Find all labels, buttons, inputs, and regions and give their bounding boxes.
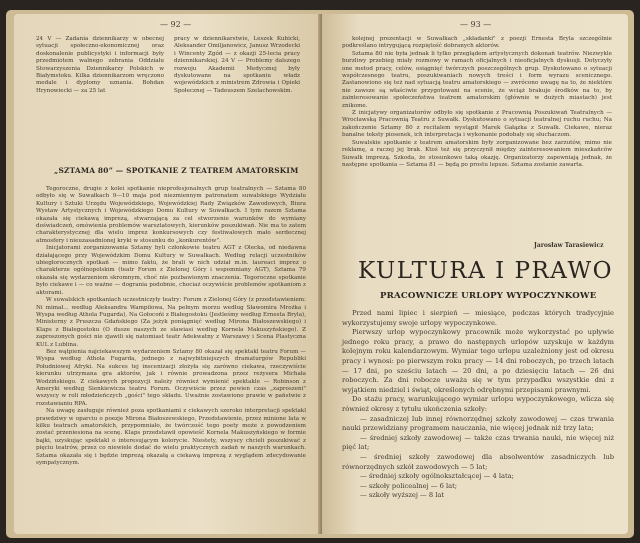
subheadline: PRACOWNICZE URLOPY WYPOCZYNKOWE (380, 291, 597, 301)
article-author: Jarosław Tarasiewicz (534, 242, 604, 249)
list-item: — szkoły policealnej — 6 lat; (360, 481, 458, 490)
list-item: — szkoły wyższej — 8 lat (360, 491, 445, 500)
article-body-left (36, 186, 306, 467)
paragraph: Przed nami lipiec i sierpień — miesiące, podczas których tradycyjnie wykorzystujemy swoje urlopy wypoczynkowe. (342, 309, 614, 327)
chronicle-column-2: pracy w dziennikarstwie, Leszek Kubicki, Aleksander Omiljanowicz, Janusz Wrzodecki i Wincenty Zgód — z okazji 25-lecia pracy dziennikarskiej. 24 V — Problemy dalszego rozwoju Akademii Medycznej były dyskutowane na spotkaniu władz wojewódzkich z ministrem Zdrowia i Opieki Społecznej — Tadeuszem Szelachowskim. (174, 36, 300, 94)
paragraph: Suwalskie spotkanie z teatrem amatorskim były zorganizowane bez zarzutów, mimo nie reklamę, a raczej jej brak. Ktoś też się przyczynił między zainteresowaniem mieszkańców Suwałk imprezą. Szkoda, że stosunkowo taką okazję. Organizatorzy zapewniają jednak, że następne spotkania — Sztama 81 — będą po prostu lepsze. Sztama zostanie zawarta. (342, 139, 612, 168)
paragraph: Bez wątpienia najciekawszym wydarzeniem Sztamy 80 okazał się spektakl teatru Forum — Wyspa według Athola Fugarda, jednego z najwybitniejszych dramaturgów Republiki Południowej Afryki. Na sukces tej inscenizacji złożyła się zarówno ciekawa, rzeczywiście kierunku utrzymana gra aktorów, jak i równie prowadzona przez reżysera Michała Wodzińskiego. Z ciekawych propozycji należy również wymienić spektakle — Robinson z Ameryki według Sienkiewicza teatru Forum. Oczywiście przez pewien czas „zaproszeni" wszyscy w roli młodzieńczych „gości" tego składu. Uważnie zostawiono prawie w państwie z rozstawianiu RPA. (36, 348, 306, 407)
page-number-right: — 93 — (460, 20, 492, 29)
law-article-body (342, 309, 614, 501)
paragraph: Z inicjatywy organizatorów odbyło się spotkanie z Pracownią Poszukiwań Teatralnych — Wrocławską Pracownią Teatru z Suwałk. Dyskutowano o sytuacji teatralnej ruchu ruchu; Na zakończenie Sztamy 80 z recitalem wystąpił Marek Gałązka z Suwałk. Ciekawe, nieraz banalne teksty piosenek, ich interpretacja i wykonanie podobały się słuchaczom. (342, 110, 612, 139)
chronicle-column-1: 24 V — Zadania dziennikarzy w obecnej sytuacji społeczno-ekonomicznej oraz doskonalenie publicystyki i informacji były przedmiotem walnego zebrania Oddziału Stowarzyszenia Dziennikarzy Polskich w Białymstoku. Kilka dziennikarzom wręczono medale i dyplomy uznania. Bohdan Hrynowiecki — za 25 lat (36, 36, 164, 94)
paragraph: kolejnej prezentacji w Suwałkach „składanki" z poezji Ernesta Bryla szczególnie podkreślano intrygującą rozpiętość dobranych aktorów. (342, 36, 612, 50)
paragraph: Sztama 80 nie była jednak li tylko przeglądem artystycznych dokonań teatrów. Niezwykle burzliwy przebieg miały rozmowy w ramach oficjalnych i nieoficjalnych dyskusji. Dotyczyły one metod pracy, celów, osiągnięć twórczych poszczególnych grup. Dyskutowano o sytuacji współczesnego teatru, poszukiwaniach nowych treści i form wyrazu scenicznego. Zastanowiono się też nad sytuacją teatru amatorskiego — zwrócono uwagę na to, że niektóre nie zawsze są właściwie przygotowani na scenie, że wciąż brakuje środków na to, by zainteresowanie społeczeństwa teatrem amatorskim (głównie w dużych miastach) jest znikome. (342, 50, 612, 109)
left-page (14, 14, 322, 534)
paragraph: Na uwagę zasługuje również poza spotkaniami z ciekawych szeroko interpretacji spektakl prawdziwy w oparciu o poezje Mirona Białoszewskiego, Przedstawienie, przez minione lata w kilku teatrach amatorskich, przypomniało, że twórczość tego poety może z powodzeniem zostać przeniesiona na scenę. Klaps przedstawił opowieść Kornela Makuszyńskiego w formie bajki, uzyskując spektakl o interesującym kolorycie. Niestety, wszyscy chcieli poszukiwać z pięciu teatrów, przez co niewiele dodać do wielu praktycznych zadań w naszych warunkach. Sztama okazała się i będzie imprezą okazałą a ciekawą imprezą z wyglądem zdecydowanie sympatycznym. (36, 408, 306, 467)
right-page (322, 14, 628, 534)
paragraph: Do stażu pracy, warunkującego wymiar urlopu wypoczynkowego, wlicza się również okresy z tytułu ukończenia szkoły: (342, 395, 614, 413)
list-item: — średniej szkoły zawodowej dla absolwentów zasadniczych lub równorzędnych szkół zawodowych — 5 lat; (342, 452, 614, 471)
paragraph: Inicjatorami zorganizowania Sztamy byli członkowie teatru AGT z Olecka, od niedawna działającego przy Wojewódzkim Domu Kultury w Suwałkach. Według relacji uczestników ubiegłorocznych spotkań — mimo faktu, że brali w nich udział m.in. laureaci imprez o charakterze ogólnopolskim (teatr Forum z Zielonej Góry i wspomniany AGT), Sztama 79 okazała się wydarzeniem skromnym, choć nie pozbawionym znaczenia. Tegoroczne spotkanie było ciekawe i — co ważne — dogrania podobnie, chociaż oczywiście problemów spotkaniom z aktorami. (36, 245, 306, 296)
headline: KULTURA I PRAWO (358, 258, 613, 284)
section-title: „SZTAMA 80” — SPOTKANIE Z TEATREM AMATORSKIM (54, 166, 299, 175)
paragraph: Pierwszy urlop wypoczynkowy pracownik może wykorzystać po upływie jednego roku pracy, a prawo do następnych urlopów uzyskuje w każdym kolejnym roku kalendarzowym. Wymiar tego urlopu uzależniony jest od okresu pracy i wynosi: po pierwszym roku pracy — 14 dni roboczych, po trzech latach — 17 dni, po sześciu latach — 20 dni, a po dziesięciu latach — 26 dni roboczych. Za dni robocze uważa się w tym przypadku wszystkie dni z wyjątkiem niedziel i świąt, określonych odrębnymi przepisami prawnymi. (342, 328, 614, 394)
paragraph: Tegoroczne, drugie z kolei spotkanie nieprofesjonalnych grup teatralnych — Sztama 80 odbyło się w Suwałkach 9—10 maja pod niezmiennym patronatem suwalskiego Wydziału Kultury i Sztuki Urzędu Wojewódzkiego, Wojewódzkiej Rady Związków Zawodowych, Biura Wystaw Artystycznych i Wojewódzkiego Domu Kultury w Suwałkach. I tym razem Sztama okazała się ciekawą imprezą, stwarzającą za cel stworzenie warunków do wymiany doświadczeń, omówienia problemów warsztatowych, kierunków poszukiwań. Nie ma to zatem charakterystycznej dla wielu imprez konkursowych czy festiwalowych mało serdecznej atmosfery i nieuzasadnionej kryki w stosunku do „konkurentów”. (36, 186, 306, 244)
page-number-left: — 92 — (160, 20, 192, 29)
list-item: — średniej szkoły zawodowej — także czas trwania nauki, nie więcej niż pięć lat; (342, 433, 614, 452)
article-continuation (342, 36, 612, 169)
paragraph: W suwalskich spotkaniach uczestniczyły teatry: Forum z Zielonej Góry (z przedstawieniem: Ni mimał... według Aleksandra Wampilowa, Na pełnym morzu według Sławomira Mrożka i Wyspa według Athola Fugarda), Na Gołocońi z Białegostoku (Jestleśmy według Ernesta Bryla), Ministerny z Pruszcza Gdańskiego (Za jeżyk poniągnięć według Mirona Białoszewskiego) i Klaps z Białegostoku (O dusze naszych ze sławiasi według Kornela Makuszyńskiego). Z zaproszonych gości nie zjawili się natomiast teatr Adekwatny z Warszawy i Scena Plastyczna KUL z Lublina. (36, 297, 306, 348)
list-item: — zasadniczej lub innej równorzędnej szkoły zawodowej — czas trwania nauki przewidziany programem nauczania, nie więcej jednak niż trzy lata; (342, 414, 614, 433)
list-item: — średniej szkoły ogólnokształcącej — 4 lata; (360, 472, 514, 481)
